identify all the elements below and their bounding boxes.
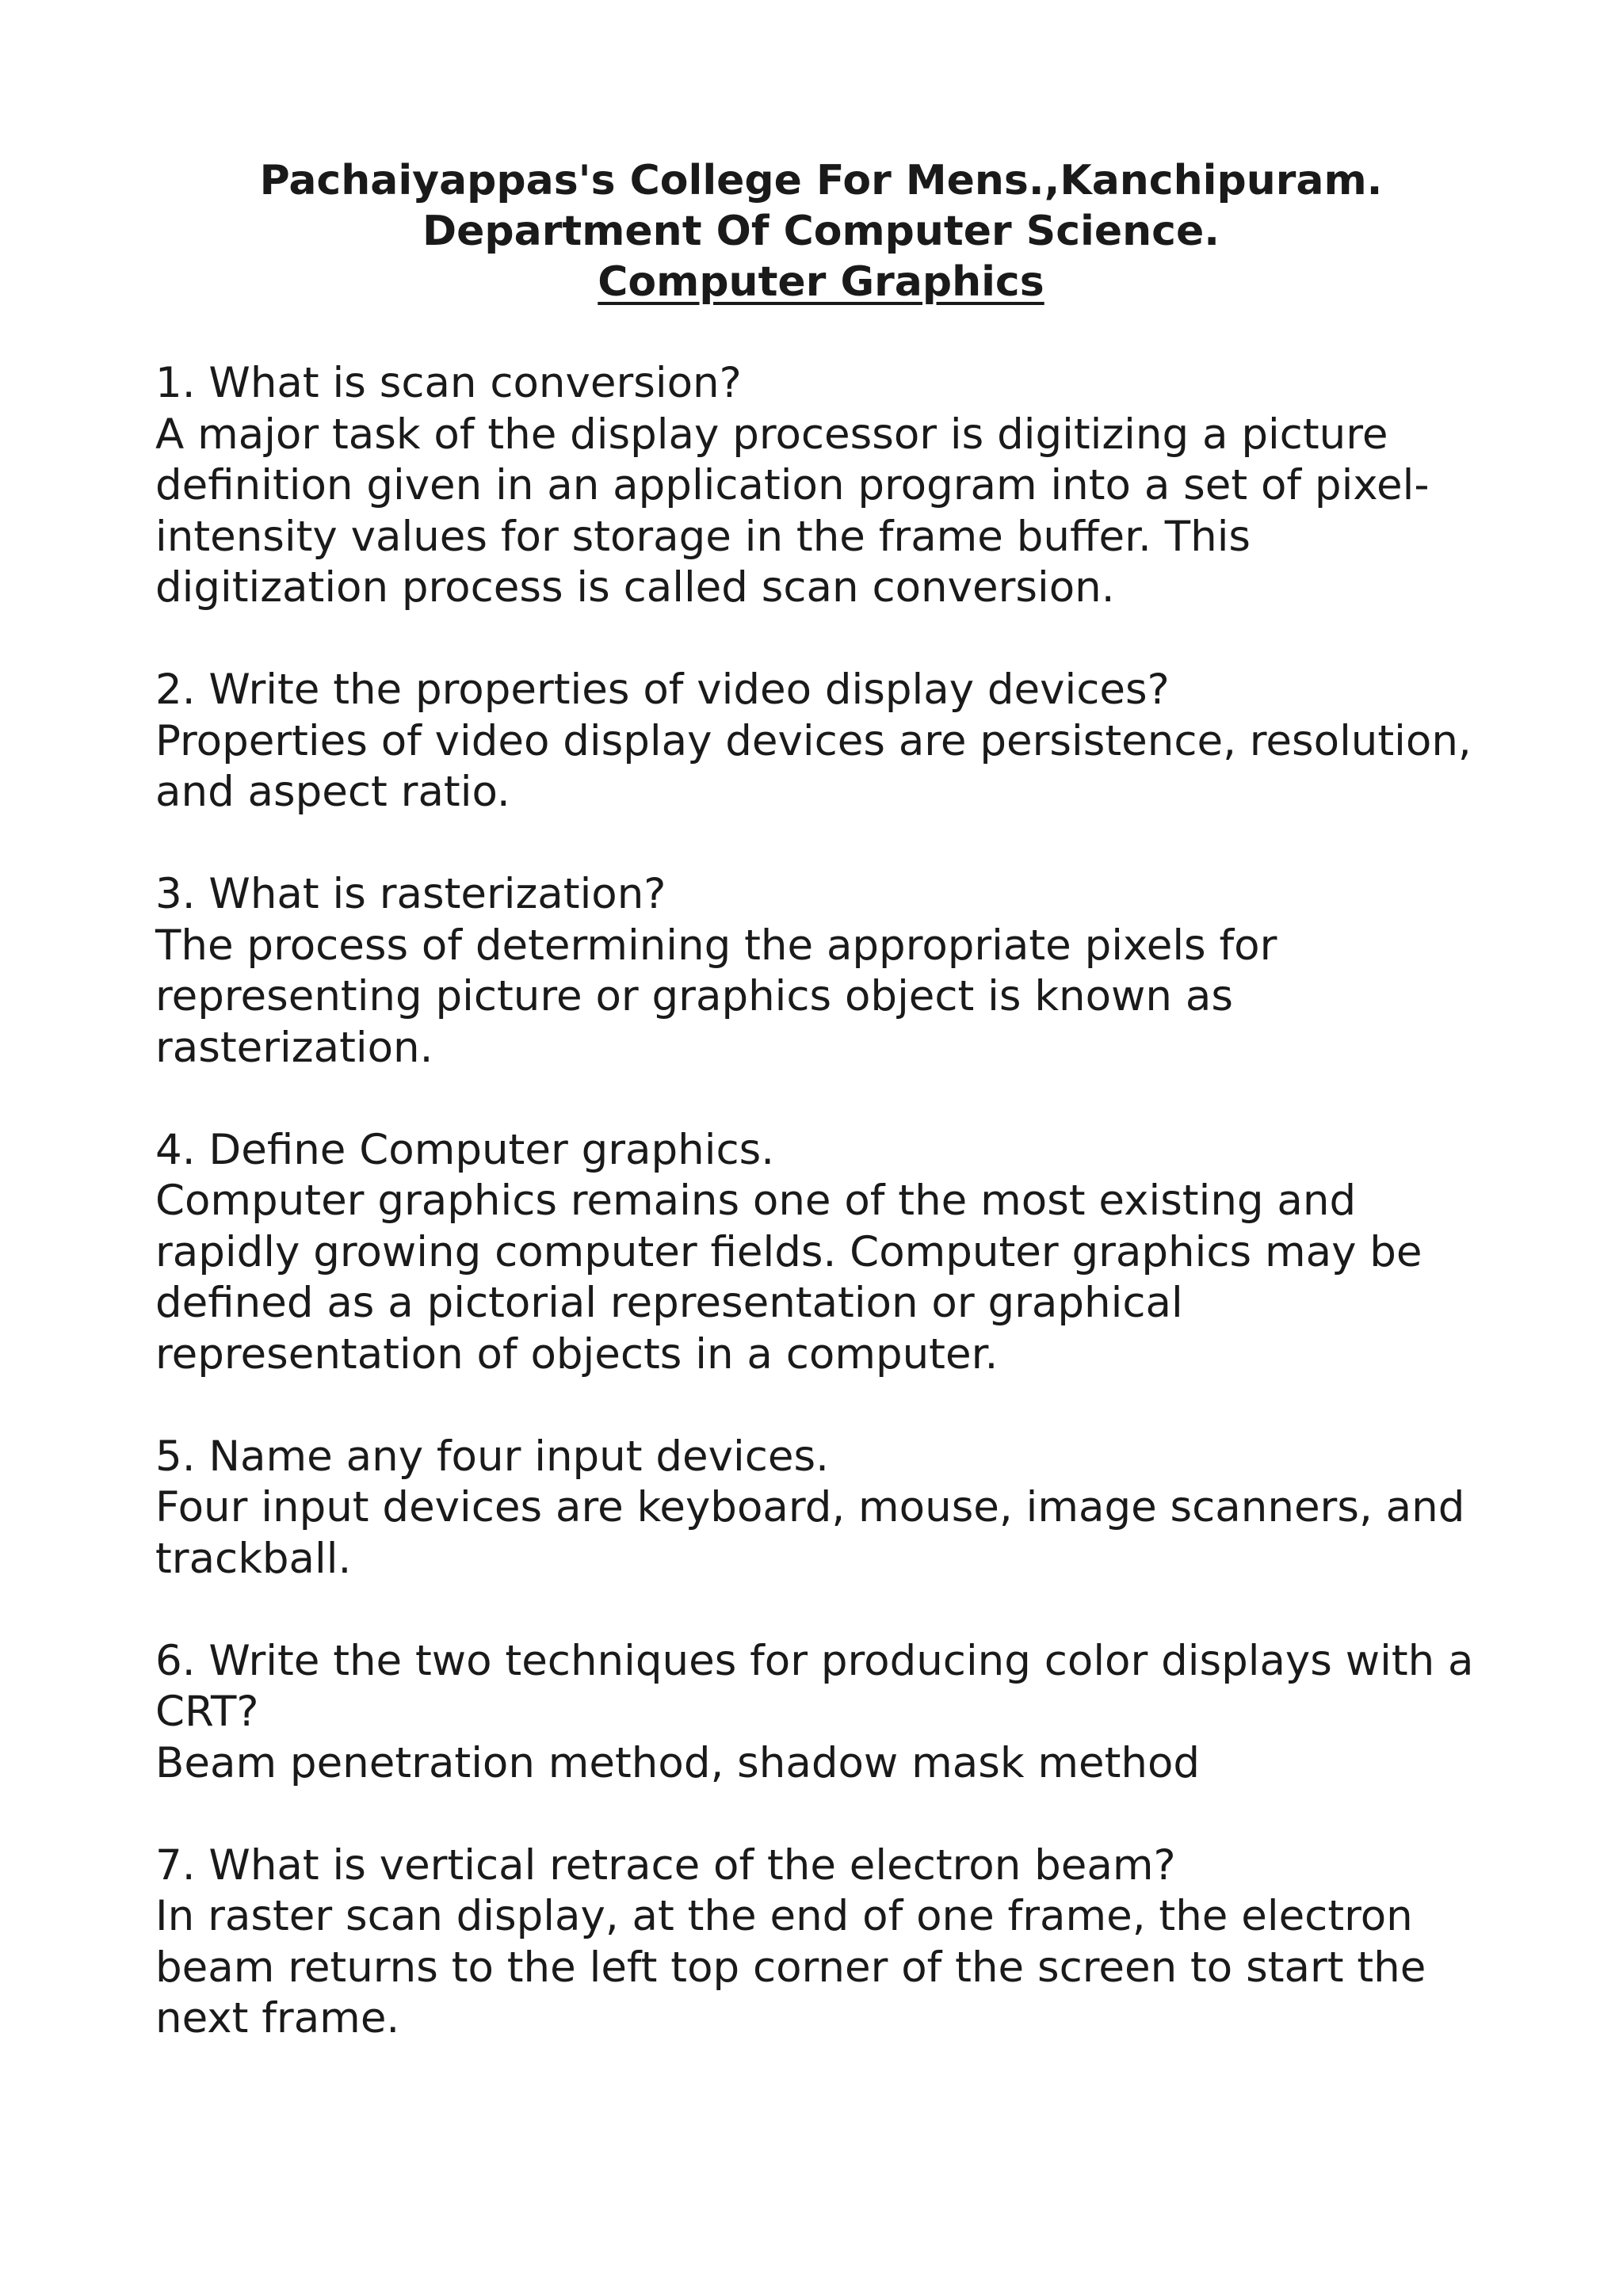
question-text: 1. What is scan conversion? (155, 359, 742, 407)
document-page (155, 155, 1487, 2096)
answer-text: Computer graphics remains one of the most existing and rapidly growing computer fields. Computer graphics may be defined as a pictorial representation or graphical representation of objects in a computer. (155, 1177, 1423, 1379)
qa-item-6 (155, 1636, 1487, 1790)
question-text: 4. Define Computer graphics. (155, 1125, 775, 1174)
question-text: 2. Write the properties of video display devices? (155, 666, 1170, 714)
answer-text: Beam penetration method, shadow mask method (155, 1738, 1201, 1787)
question-text: 5. Name any four input devices. (155, 1432, 829, 1481)
answer-text: Properties of video display devices are persistence, resolution, and aspect ratio. (155, 716, 1472, 816)
qa-item-3 (155, 869, 1487, 1074)
department-name: Department Of Computer Science. (422, 208, 1220, 255)
qa-item-2 (155, 665, 1487, 818)
subject-title: Computer Graphics (598, 258, 1044, 306)
question-text: 3. What is rasterization? (155, 870, 666, 918)
question-text: 7. What is vertical retrace of the electron beam? (155, 1840, 1176, 1890)
qa-item-7 (155, 1840, 1487, 2045)
question-text: 6. Write the two techniques for producing color displays with a CRT? (155, 1636, 1474, 1736)
answer-text: A major task of the display processor is digitizing a picture definition given in an application program into a set of pixel-intensity values for storage in the frame buffer. This digitization process is called scan conversion. (155, 410, 1430, 612)
college-name: Pachaiyappas's College For Mens.,Kanchipuram. (259, 157, 1383, 204)
answer-text: The process of determining the appropriate pixels for representing picture or graphics object is known as rasterization. (155, 921, 1277, 1072)
qa-item-1 (155, 358, 1487, 614)
qa-item-5 (155, 1432, 1487, 1585)
answer-text: In raster scan display, at the end of one frame, the electron beam returns to the left top corner of the screen to start the next frame. (155, 1892, 1426, 2042)
document-header (155, 155, 1487, 307)
qa-item-4 (155, 1125, 1487, 1381)
question-list (155, 358, 1487, 2045)
answer-text: Four input devices are keyboard, mouse, image scanners, and trackball. (155, 1483, 1465, 1583)
